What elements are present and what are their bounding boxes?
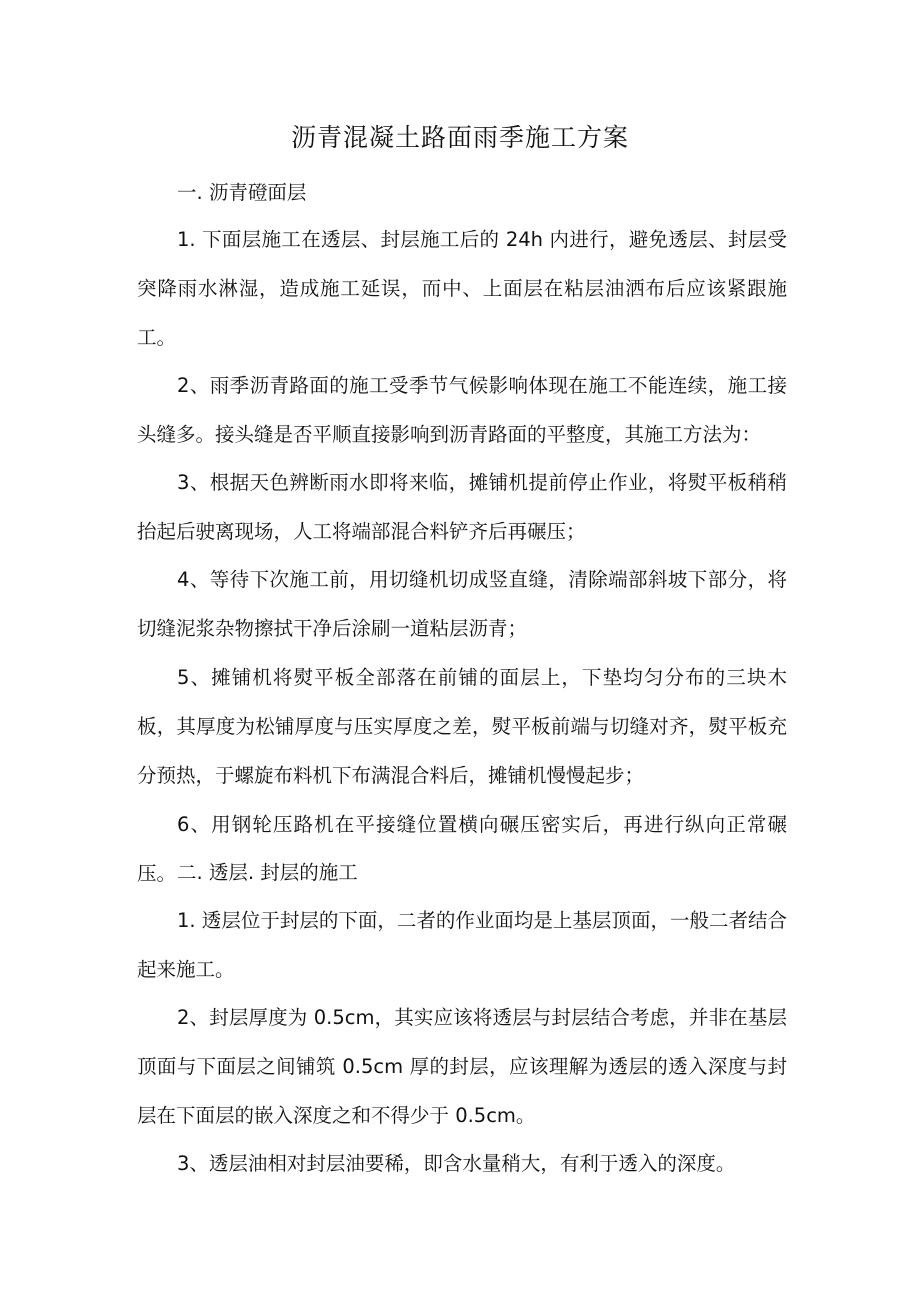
paragraph: 3、根据天色辨断雨水即将来临，摊铺机提前停止作业，将熨平板稍稍抬起后驶离现场，人工将端部混合料铲齐后再碾压； — [137, 471, 787, 543]
paragraph: 1. 下面层施工在透层、封层施工后的 24h 内进行，避免透层、封层受突降雨水淋湿，造成施工延误，而中、上面层在粘层油洒布后应该紧跟施工。 — [137, 228, 787, 349]
section-1-paragraph-3 — [137, 458, 787, 556]
section-1-paragraph-2 — [137, 361, 787, 459]
section-1-paragraph-1 — [137, 215, 787, 362]
section-1 — [137, 168, 787, 217]
section-2 — [137, 848, 787, 897]
section-1-paragraph-4 — [137, 555, 787, 653]
document-title: 沥青混凝土路面雨季施工方案 — [290, 123, 629, 152]
paragraph: 4、等待下次施工前，用切缝机切成竖直缝，清除端部斜坡下部分，将切缝泥浆杂物擦拭干净后涂刷一道粘层沥青； — [137, 568, 787, 640]
section-heading: 二. 透层. 封层的施工 — [177, 861, 358, 884]
paragraph: 2、雨季沥青路面的施工受季节气候影响体现在施工不能连续，施工接头缝多。接头缝是否平顺直接影响到沥青路面的平整度，其施工方法为： — [137, 374, 787, 446]
paragraph: 5、摊铺机将熨平板全部落在前铺的面层上，下垫均匀分布的三块木板，其厚度为松铺厚度与压实厚度之差，熨平板前端与切缝对齐，熨平板充分预热，于螺旋布料机下布满混合料后，摊铺机慢慢起步； — [137, 666, 787, 787]
paragraph: 1. 透层位于封层的下面，二者的作业面均是上基层顶面，一般二者结合起来施工。 — [137, 909, 787, 981]
paragraph: 2、封层厚度为 0.5cm，其实应该将透层与封层结合考虑，并非在基层顶面与下面层之间铺筑 0.5cm 厚的封层，应该理解为透层的透入深度与封层在下面层的嵌入深度之和不得少于 0.5cm。 — [137, 1006, 787, 1127]
paragraph: 3、透层油相对封层油要稀，即含水量稍大，有利于透入的深度。 — [177, 1152, 736, 1175]
section-2-paragraph-1 — [137, 896, 787, 994]
section-1-paragraph-5 — [137, 653, 787, 800]
section-heading: 一. 沥青磴面层 — [177, 181, 307, 204]
section-2-paragraph-2 — [137, 993, 787, 1140]
paragraph: 6、用钢轮压路机在平接缝位置横向碾压密实后，再进行纵向正常碾压。 — [137, 813, 787, 885]
section-2-paragraph-3 — [137, 1139, 787, 1188]
